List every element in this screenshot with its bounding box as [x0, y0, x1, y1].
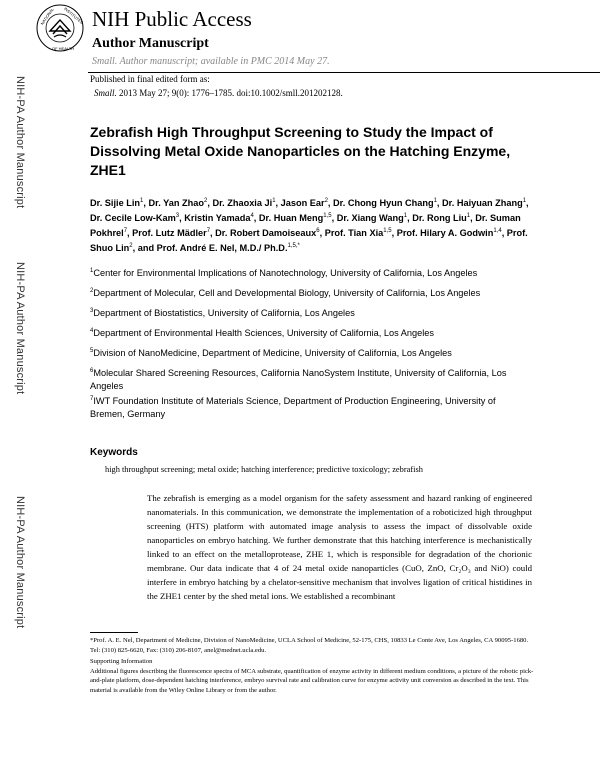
author-affiliation-marker: 4	[250, 213, 254, 220]
author-affiliation-marker: 1	[466, 213, 471, 220]
svg-text:NATIONAL: NATIONAL	[39, 6, 55, 26]
svg-text:OF HEALTH: OF HEALTH	[52, 46, 75, 51]
side-banner-label-3: NIH-PA Author Manuscript	[14, 496, 26, 629]
affiliation-7: $^7$IWT Foundation Institute of Materials Science, Department of Production Engineering, University of Bremen, Germany	[90, 396, 496, 420]
citation-line	[94, 88, 343, 98]
author-affiliation-marker: 3	[175, 213, 180, 220]
author-affiliation-marker: 2	[203, 198, 208, 204]
author-name: Dr. Yan Zhao	[148, 198, 204, 209]
author-affiliation-marker: 1	[403, 213, 408, 220]
author-name: Dr. Chong Hyun Chang	[333, 198, 434, 209]
author-name: Kristin Yamada	[184, 213, 251, 224]
author-name: Dr. Haiyuan Zhang	[442, 198, 523, 209]
author-affiliation-marker: 1	[433, 198, 437, 204]
author-affiliation-marker: 1,5	[383, 228, 392, 235]
affiliation-5: $^5$Division of NanoMedicine, Department of Medicine, University of California, Los Angeles	[90, 348, 452, 359]
author-affiliation-marker: 2	[324, 198, 328, 204]
affiliation-1: $^1$Center for Environmental Implications of Nanotechnology, University of California, Los Angeles	[90, 268, 478, 279]
header-divider	[88, 72, 600, 73]
correspondence-footnote: *Prof. A. E. Nel, Department of Medicine, Division of NanoMedicine, UCLA School of Medicine, 52-175, CHS, 10833 Le Conte Ave, Los Angeles, CA 90095-1680. Tel: (310) 825-6620, Fax: (310) 206-8107, anel@mednet.ucla.edu.	[90, 637, 529, 654]
author-name: Prof. Lutz Mädler	[132, 228, 207, 239]
author-manuscript-title: Author Manuscript	[92, 36, 209, 51]
author-name: Prof. Hilary A. Godwin	[396, 228, 494, 239]
article-title: Zebrafish High Throughput Screening to Study the Impact of Dissolving Metal Oxide Nanoparticles on the Hatching Enzyme, ZHE1	[90, 124, 511, 178]
affiliation-6: $^6$Molecular Shared Screening Resources, California NanoSystem Institute, University of California, Los Angeles	[90, 368, 507, 392]
side-banner-label-1: NIH-PA Author Manuscript	[14, 76, 26, 209]
author-affiliation-marker: 1	[272, 198, 276, 204]
abstract-text: The zebrafish is emerging as a model organism for the safety assessment and hazard ranking of engineered nanomaterials. In this communication, we demonstrate the implementation of a roboticized high throughput screening (HTS) platform with automated image analysis to assess the impact of dissolvable oxide nanoparticles on embryo hatching. We further demonstrate that this hatching interference is mechanistically linked to an effect on the metalloprotease, ZHE 1, which is responsible for degradation of the chorionic membrane. Our data indicate that 4 of 24 metal oxide nanoparticles (CuO, ZnO, Cr₂O₃ and NiO) could interfere in embryo hatching by a chelator-sensitive mechanism that involves ligation of critical histidines in the ZHE1 center by the shed metal ions. We established a recombinant	[147, 493, 532, 601]
svg-text:INSTITUTES: INSTITUTES	[63, 6, 84, 25]
supporting-info-heading: Supporting Information	[90, 658, 153, 665]
published-line: Published in final edited form as:	[90, 74, 210, 84]
affiliation-3: $^3$Department of Biostatistics, University of California, Los Angeles	[90, 308, 355, 319]
author-affiliation-marker: 2	[129, 243, 133, 250]
side-banner	[8, 76, 26, 776]
nih-public-access-title: NIH Public Access	[92, 7, 252, 31]
manuscript-availability-note: Small. Author manuscript; available in PMC 2014 May 27.	[92, 56, 330, 67]
author-name: Dr. Robert Damoiseaux	[215, 228, 317, 239]
side-banner-label-2: NIH-PA Author Manuscript	[14, 262, 26, 395]
author-name: Dr. Sijie Lin	[90, 198, 141, 209]
author-name: Jason Ear	[280, 198, 325, 209]
author-name: Dr. Xiang Wang	[336, 213, 404, 224]
nih-seal-logo	[36, 4, 84, 52]
author-name: Prof. André E. Nel, M.D./ Ph.D.	[156, 243, 288, 254]
footnotes	[90, 636, 535, 695]
author-name: Prof. Tian Xia	[324, 228, 384, 239]
author-affiliation-marker: 7	[206, 228, 211, 235]
affiliation-2: $^2$Department of Molecular, Cell and Developmental Biology, University of California, Los Angeles	[90, 288, 481, 299]
author-name: Dr. Suman Pokhrel	[90, 213, 521, 239]
author-name: Dr. Huan Meng	[258, 213, 324, 224]
author-name: Dr. Rong Liu	[412, 213, 467, 224]
author-affiliation-marker: 7	[123, 228, 128, 235]
author-affiliation-marker: 1,5,*	[287, 243, 300, 250]
author-affiliation-marker: 1	[140, 198, 144, 204]
affiliation-4: $^4$Department of Environmental Health Sciences, University of California, Los Angeles	[90, 328, 434, 339]
author-affiliation-marker: 1	[522, 198, 527, 204]
author-name: Dr. Zhaoxia Ji	[212, 198, 273, 209]
author-list: Dr. Sijie Lin$^1$, Dr. Yan Zhao$^2$, Dr. Zhaoxia Ji$^1$, Jason Ear$^2$, Dr. Chong Hyun Chang$^1$, Dr. Haiyuan Zhang$^1$, Dr. Cecile Low-Kam$^3$, Kristin Yamada$^4$, Dr. Huan Meng$^{1,5}$, Dr. Xiang Wang$^1$, Dr. Rong Liu$^1$, Dr. Suman Pokhrel$^7$, Prof. Lutz Mädler$^7$, Dr. Robert Damoiseaux$^6$, Prof. Tian Xia$^{1,5}$, Prof. Hilary A. Godwin$^{1,4}$, Prof. Shuo Lin$^2$, and Prof. André E. Nel, M.D./ Ph.D.$^{1,5,*}$	[90, 198, 529, 254]
author-affiliation-marker: 1,4	[493, 228, 502, 235]
keywords-list: high throughput screening; metal oxide; hatching interference; predictive toxicology; zebrafish	[105, 465, 423, 474]
citation-text: Small. 2013 May 27; 9(0): 1776–1785. doi:10.1002/smll.201202128.	[94, 88, 343, 98]
footnote-divider	[90, 632, 138, 633]
author-name: Prof. Shuo Lin	[90, 228, 528, 254]
author-affiliation-marker: 6	[316, 228, 320, 235]
author-affiliation-marker: 1,5	[323, 213, 332, 220]
keywords-heading: Keywords	[90, 447, 138, 458]
author-name: Dr. Cecile Low-Kam	[90, 213, 176, 224]
supporting-info-text: Additional figures describing the fluorescence spectra of MCA substrate, quantification of enzyme activity in different medium conditions, a picture of the robotic pick-and-plate platform, dose-dependent hatching interference, embryo survival rate and calibration curve for enzyme activity unit conversion as described in the text. This material is available from the Wiley Online Library or from the author.	[90, 667, 534, 694]
